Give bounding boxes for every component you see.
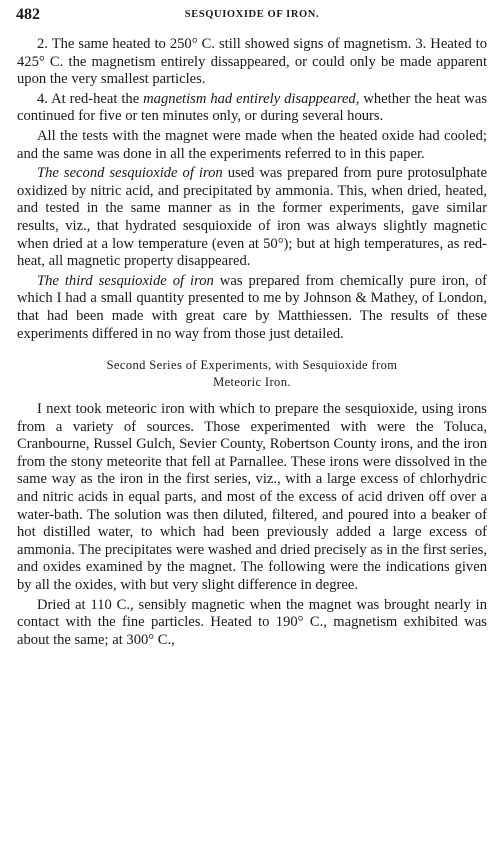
paragraph-tests: All the tests with the magnet were made when the heated oxide had cooled; and the same was done in all the experiments referred to in this paper. (17, 127, 487, 162)
paragraph-second-sesquioxide (17, 165, 487, 271)
page-body (17, 36, 487, 649)
italic-emphasis: magnetism had entirely disappeared, (143, 90, 360, 107)
text-run: whether the heat was continued for five or ten minutes only, or during several hours. (17, 90, 487, 125)
section-heading-line-1: Second Series of Experiments, with Sesquioxide from (106, 358, 398, 373)
paragraph-red-heat (17, 91, 487, 126)
italic-emphasis: The third sesquioxide of iron (37, 272, 214, 289)
page-number: 482 (16, 6, 40, 23)
text-run: was prepared from chemically pure iron, of which I had a small quantity presented to me by Johnson & Mathey, of London, that had been made with great care by Matthiessen. The results of these experiments differed in no way from those just detailed. (17, 272, 487, 342)
italic-emphasis: The second sesquioxide of iron (37, 165, 223, 182)
paragraph-third-sesquioxide (17, 273, 487, 343)
running-head: SESQUIOXIDE OF IRON. (184, 9, 320, 20)
section-heading (17, 357, 487, 391)
paragraph-list-items: 2. The same heated to 250° C. still showed signs of magnetism. 3. Heated to 425° C. the magnetism entirely dissappeared, or could only be made apparent upon the very smallest particles. (17, 36, 487, 88)
paragraph-dried: Dried at 110 C., sensibly magnetic when the magnet was brought nearly in contact with the fine particles. Heated to 190° C., magnetism exhibited was about the same; at 300° C., (17, 596, 487, 648)
text-run: used was prepared from pure protosulphate oxidized by nitric acid, and precipitated by ammonia. This, when dried, heated, and tested in the same manner as in the former experiments, gave similar results, viz., that hydrated sesquioxide of iron was always slightly magnetic when dried at a low temperature (even at 50°); but at high temperatures, as red-heat, all magnetic property disappeared. (17, 165, 488, 270)
section-heading-line-2: Meteoric Iron. (213, 375, 291, 390)
paragraph-meteoric-iron: I next took meteoric iron with which to prepare the sesquioxide, using irons from a variety of sources. Those experimented with were the Toluca, Cranbourne, Russel Gulch, Sevier County, Robertson County irons, and the iron from the stony meteorite that fell at Parnallee. These irons were dissolved in the same way as the iron in the first series, viz., with a large excess of chlorhydric and nitric acids in equal parts, and most of the excess of acid driven off over a water-bath. The solution was then diluted, filtered, and poured into a beaker of hot distilled water, to which had been previously added a large excess of ammonia. The precipitates were washed and dried precisely as in the first series, and oxides examined by the magnet. The following were the indications given by all the oxides, with but very slight difference in degree. (17, 401, 487, 594)
text-run: 4. At red-heat the (37, 90, 144, 107)
page-header (16, 6, 488, 28)
